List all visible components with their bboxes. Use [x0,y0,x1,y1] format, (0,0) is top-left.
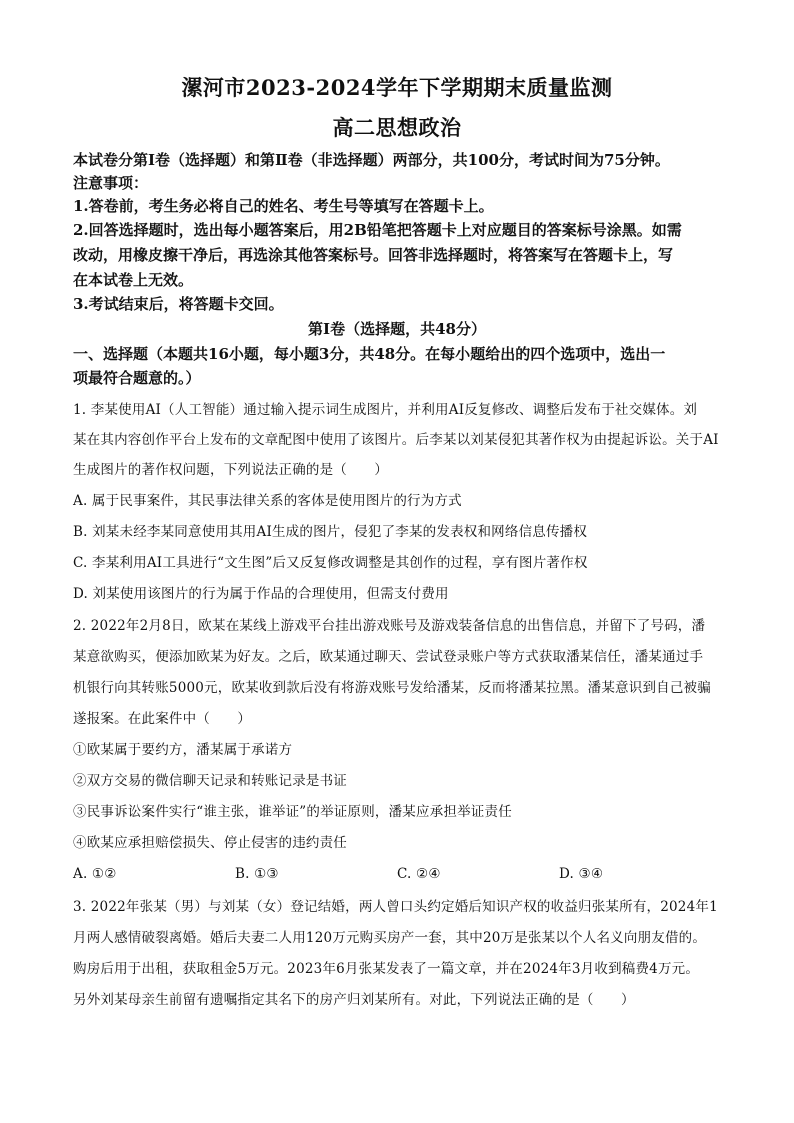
q3-stem-line-4: 另外刘某母亲生前留有遗嘱指定其名下的房产归刘某所有。对此，下列说法正确的是（ ） [73,992,635,1008]
q2-stem-line-1: 2. 2022年2月8日，欧某在某线上游戏平台挂出游戏账号及游戏装备信息的出售信息，并留下了号码，潘 [73,618,706,634]
q2-stem-line-4: 遂报案。在此案件中（ ） [73,711,252,727]
q1-option-b: B. 刘某未经李某同意使用其用AI生成的图片，侵犯了李某的发表权和网络信息传播权 [73,524,588,540]
section-heading-line-2: 项最符合题意的。） [73,369,201,387]
q2-option-b: B. ①③ [235,866,279,882]
q2-item-4: ④欧某应承担赔偿损失、停止侵害的违约责任 [73,835,347,851]
q1-stem-line-3: 生成图片的著作权问题，下列说法正确的是（ ） [73,462,389,478]
q2-option-d: D. ③④ [559,866,604,882]
q1-option-a: A. 属于民事案件，其民事法律关系的客体是使用图片的行为方式 [73,493,462,509]
note-3: 3.考试结束后，将答题卡交回。 [73,295,284,313]
exam-intro: 本试卷分第Ⅰ卷（选择题）和第Ⅱ卷（非选择题）两部分，共100分，考试时间为75分钟。 [73,151,670,169]
section-title: 第Ⅰ卷（选择题，共48分） [308,320,486,338]
q2-option-c: C. ②④ [397,866,441,882]
q2-stem-line-2: 某意欲购买，便添加欧某为好友。之后，欧某通过聊天、尝试登录账户等方式获取潘某信任，潘某通过手 [73,649,704,665]
q2-stem-line-3: 机银行向其转账5000元，欧某收到款后没有将游戏账号发给潘某，反而将潘某拉黑。潘某意识到自己被骗 [73,680,711,696]
q1-option-c: C. 李某利用AI工具进行“文生图”后又反复修改调整是其创作的过程，享有图片著作权 [73,555,588,571]
page-title: 漯河市2023-2024学年下学期期末质量监测 [181,75,613,100]
notes-title: 注意事项： [73,174,149,192]
q3-stem-line-1: 3. 2022年张某（男）与刘某（女）登记结婚，两人曾口头约定婚后知识产权的收益归张某所有，2024年1 [73,899,718,915]
q1-option-d: D. 刘某使用该图片的行为属于作品的合理使用，但需支付费用 [73,586,449,602]
section-heading-line-1: 一、选择题（本题共16小题，每小题3分，共48分。在每小题给出的四个选项中，选出一 [73,345,666,363]
q2-item-2: ②双方交易的微信聊天记录和转账记录是书证 [73,773,347,789]
note-2-line-1: 2.回答选择题时，选出每小题答案后，用2B铅笔把答题卡上对应题目的答案标号涂黑。如需 [73,221,682,239]
q2-item-3: ③民事诉讼案件实行“谁主张，谁举证”的举证原则，潘某应承担举证责任 [73,804,512,820]
q2-options [73,864,733,884]
q1-stem-line-2: 某在其内容创作平台上发布的文章配图中使用了该图片。后李某以刘某侵犯其著作权为由提起诉讼。关于AI [73,432,719,448]
q2-item-1: ①欧某属于要约方，潘某属于承诺方 [73,742,293,758]
q3-stem-line-2: 月两人感情破裂离婚。婚后夫妻二人用120万元购买房产一套，其中20万是张某以个人名义向朋友借的。 [73,930,707,946]
page-subtitle: 高二思想政治 [332,115,462,140]
q2-option-a: A. ①② [73,866,117,882]
note-2-line-2: 改动，用橡皮擦干净后，再选涂其他答案标号。回答非选择题时，将答案写在答题卡上，写 [73,246,674,264]
note-1: 1.答卷前，考生务必将自己的姓名、考生号等填写在答题卡上。 [73,197,494,215]
note-2-line-3: 在本试卷上无效。 [73,271,194,289]
q1-stem-line-1: 1. 李某使用AI（人工智能）通过输入提示词生成图片，并利用AI反复修改、调整后发布于社交媒体。刘 [73,402,698,418]
q3-stem-line-3: 购房后用于出租，获取租金5万元。2023年6月张某发表了一篇文章，并在2024年3月收到稿费4万元。 [73,961,700,977]
